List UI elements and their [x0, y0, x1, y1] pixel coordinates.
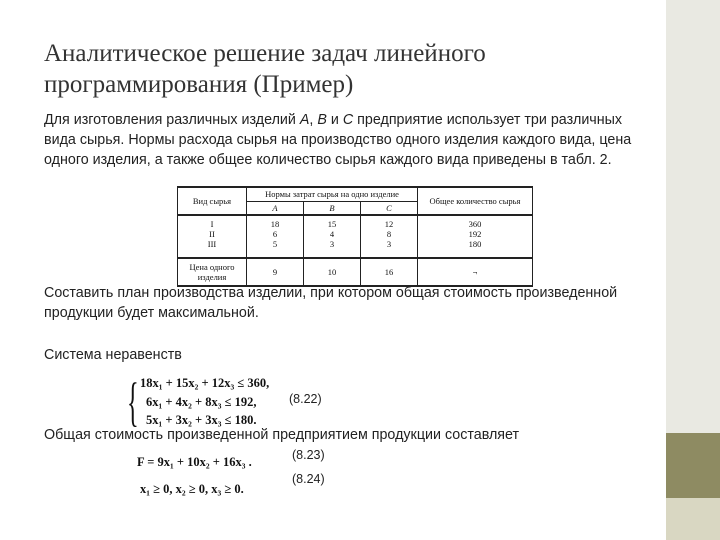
- intro-and: и: [326, 112, 343, 128]
- row-b-1: 15: [304, 215, 361, 229]
- intro-text-1: Для изготовления различных изделий: [44, 112, 300, 128]
- header-type: Вид сырья: [178, 187, 247, 215]
- intro-paragraph: [44, 110, 644, 170]
- nonnegativity-formula: x₁ ≥ 0, x₂ ≥ 0, x₃ ≥ 0.: [140, 482, 244, 496]
- task-paragraph: Составить план производства изделии, при котором общая стоимость произведенной продукции будет максимальной.: [44, 285, 618, 321]
- price-total: ¬: [418, 258, 533, 286]
- header-total: Общее количество сырья: [418, 187, 533, 215]
- price-b: 10: [304, 258, 361, 286]
- equation-number-824: (8.24): [292, 472, 325, 486]
- row-a-1: 18: [247, 215, 304, 229]
- row-total-1: 360: [418, 215, 533, 229]
- header-b: B: [304, 201, 361, 215]
- row-b-3: 3: [304, 239, 361, 258]
- row-type-1: I: [178, 215, 247, 229]
- system-brace: {: [127, 372, 139, 432]
- sidebar-accent-stripe: [666, 433, 720, 498]
- row-total-3: 180: [418, 239, 533, 258]
- header-c: C: [361, 201, 418, 215]
- product-c: C: [342, 112, 354, 128]
- price-label: Цена одного изделия: [178, 258, 247, 286]
- row-type-2: II: [178, 229, 247, 239]
- objective-formula: F = 9x₁ + 10x₂ + 16x₃ .: [137, 455, 252, 469]
- materials-table: [177, 186, 533, 287]
- intro-sep: ,: [309, 112, 318, 128]
- header-a: A: [247, 201, 304, 215]
- product-a: A: [299, 112, 310, 128]
- inequality-1: 18x₁ + 15x₂ + 12x₃ ≤ 360,: [140, 376, 270, 390]
- row-a-3: 5: [247, 239, 304, 258]
- system-label: Система неравенств: [44, 347, 182, 363]
- equation-number-822: (8.22): [289, 392, 322, 406]
- row-c-1: 12: [361, 215, 418, 229]
- intro-text-2: предприятие использует три различных вида сырья. Нормы расхода сырья на производство одного изделия каждого вида, цена одного изделия, а также общее количество сырья каждого вида приведены в табл. 2.: [44, 112, 632, 168]
- row-type-3: III: [178, 239, 247, 258]
- slide-title: Аналитическое решение задач линейного программирования (Пример): [44, 40, 486, 98]
- row-c-3: 3: [361, 239, 418, 258]
- sidebar-accent-stripe-light: [666, 498, 720, 540]
- row-total-2: 192: [418, 229, 533, 239]
- inequality-3: 5x₁ + 3x₂ + 3x₃ ≤ 180.: [146, 413, 257, 427]
- inequality-2: 6x₁ + 4x₂ + 8x₃ ≤ 192,: [146, 395, 257, 409]
- cost-paragraph: Общая стоимость произведенной предприятием продукции составляет: [44, 427, 520, 443]
- row-a-2: 6: [247, 229, 304, 239]
- price-c: 16: [361, 258, 418, 286]
- row-b-2: 4: [304, 229, 361, 239]
- equation-number-823: (8.23): [292, 448, 325, 462]
- price-a: 9: [247, 258, 304, 286]
- header-norms: Нормы затрат сырья на одно изделие: [247, 187, 418, 201]
- product-b: B: [317, 112, 327, 128]
- row-c-2: 8: [361, 229, 418, 239]
